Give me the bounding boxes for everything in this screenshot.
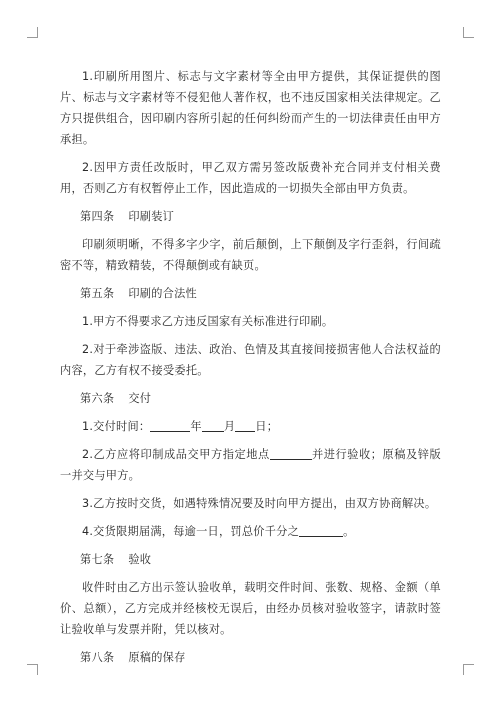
penalty-blank [299,523,343,537]
year-blank [150,418,190,432]
paragraph-revision: 2.因甲方责任改版时，甲乙双方需另签改版费补充合同并支付相关费用，否则乙方有权暂停止工作，因此造成的一切损失全部由甲方负责。 [60,161,441,195]
article-title: 验收 [128,553,152,566]
paragraph-legality-1: 1.甲方不得要求乙方违反国家有关标准进行印刷。 [82,315,334,328]
article-title: 交付 [128,392,152,405]
article-title: 印刷装订 [128,210,175,223]
paragraph-delivery-time [60,416,441,437]
delivery-time-label: 1.交付时间： [82,420,151,433]
article-number: 第七条 [80,553,115,566]
paragraph-delivery-ontime: 3.乙方按时交货，如遇特殊情况要及时向甲方提出，由双方协商解决。 [82,497,437,510]
penalty-text: 4.交货限期届满，每逾一日，罚总价千分之 [82,525,300,538]
paragraph-binding: 印刷须明晰，不得多字少字，前后颠倒，上下颠倒及字行歪斜，行间疏密不等，精致精装，不得颠倒或有缺页。 [60,238,441,272]
article-heading-6 [60,388,441,409]
paragraph-delivery-penalty [60,521,441,542]
crop-mark-top-right [463,27,474,38]
month-blank [202,418,224,432]
paragraph-materials: 1.印刷所用图片、标志与文字素材等全由甲方提供，其保证提供的图片、标志与文字素材等不侵犯他人著作权，也不违反国家相关法律规定。乙方只提供组合，因印刷内容所引起的任何纠纷而产生的一切法律责任由甲方承担。 [60,70,441,146]
crop-mark-top-left [27,27,38,38]
delivery-place-text: 2.乙方应将印制成品交甲方指定地点 [82,448,270,461]
month-label: 月 [223,420,236,433]
document-body [60,66,441,675]
year-label: 年 [190,420,202,433]
article-title: 印刷的合法性 [128,287,197,300]
day-label: 日； [255,420,279,433]
paragraph-delivery-place [60,444,441,486]
article-title: 原稿的保存 [128,651,186,664]
article-heading-8 [60,647,441,668]
article-heading-4 [60,206,441,227]
article-number: 第五条 [80,287,115,300]
crop-mark-bottom-left [27,664,38,675]
article-number: 第八条 [80,651,115,664]
article-number: 第四条 [80,210,115,223]
paragraph-acceptance: 收件时由乙方出示签认验收单，载明交件时间、张数、规格、金额（单价、总额），乙方完成并经核校无误后，由经办员核对验收签字，请款时签让验收单与发票并附，凭以核对。 [60,581,441,636]
paragraph-legality-2: 2.对于牵涉盗版、违法、政治、色情及其直接间接损害他人合法权益的内容，乙方有权不接受委托。 [60,343,441,377]
penalty-end: 。 [343,525,355,538]
article-heading-7 [60,549,441,570]
article-heading-5 [60,283,441,304]
delivery-place-text-2: 并进行验收；原稿及锌版一并交与甲方。 [60,448,441,482]
day-blank [235,418,255,432]
place-blank [270,446,312,460]
article-number: 第六条 [80,392,115,405]
crop-mark-bottom-right [463,664,474,675]
